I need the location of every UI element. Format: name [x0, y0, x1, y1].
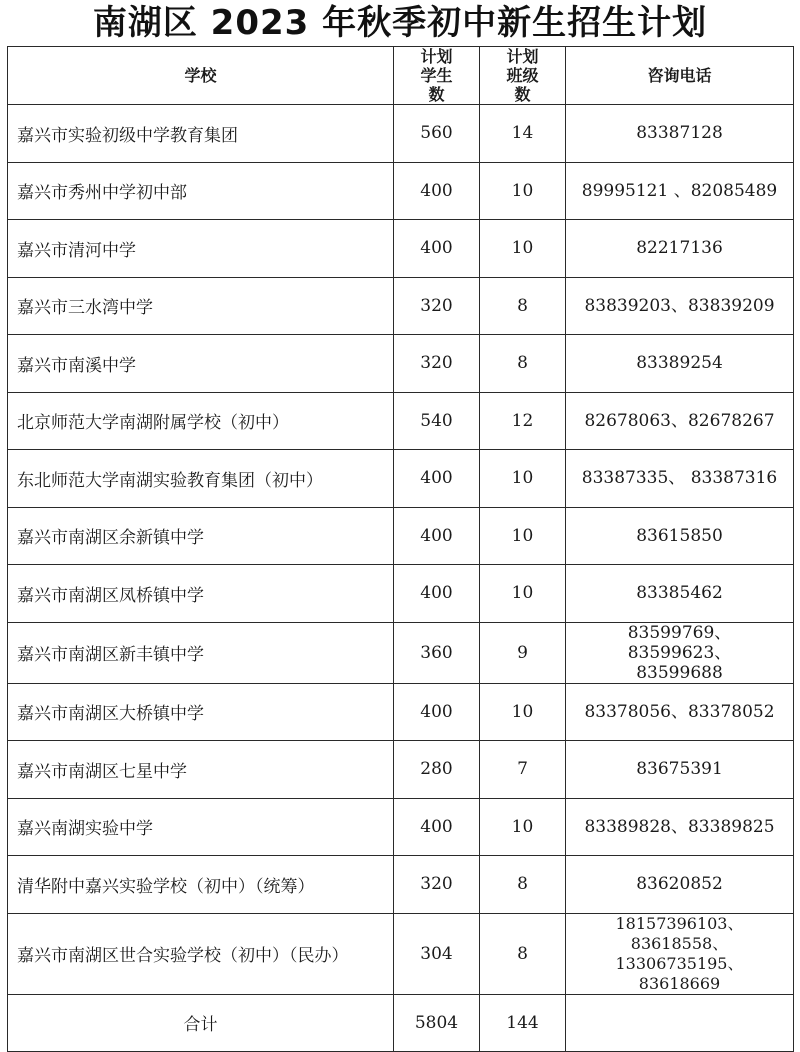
table-row [8, 741, 794, 799]
table-row [8, 450, 794, 508]
planned-classes-cell: 8 [480, 335, 566, 393]
planned-classes-cell: 8 [480, 913, 566, 994]
planned-classes-cell: 7 [480, 741, 566, 799]
planned-students-cell: 540 [394, 392, 480, 450]
phone-text: 83620852 [636, 874, 723, 895]
phone-text: 83387335、 83387316 [581, 468, 778, 489]
planned-students-cell: 400 [394, 683, 480, 741]
table-row [8, 798, 794, 856]
school-name-cell: 嘉兴市南湖区大桥镇中学 [8, 683, 394, 741]
planned-classes-cell: 10 [480, 220, 566, 278]
table-row [8, 622, 794, 683]
table-header-row [8, 47, 794, 105]
school-name-cell: 嘉兴市实验初级中学教育集团 [8, 105, 394, 163]
table-row [8, 335, 794, 393]
table-row [8, 392, 794, 450]
school-name-cell: 嘉兴市南湖区新丰镇中学 [8, 622, 394, 683]
phone-cell [566, 913, 794, 994]
phone-cell [566, 392, 794, 450]
table-body [8, 105, 794, 1052]
phone-text: 82678063、82678267 [584, 410, 775, 431]
table-row [8, 913, 794, 994]
total-phone-cell [566, 994, 794, 1052]
phone-cell [566, 565, 794, 623]
planned-classes-cell: 8 [480, 856, 566, 914]
table-row [8, 162, 794, 220]
table-row [8, 683, 794, 741]
phone-cell [566, 277, 794, 335]
school-name-cell: 东北师范大学南湖实验教育集团（初中） [8, 450, 394, 508]
table-row [8, 277, 794, 335]
page-title: 南湖区 2023 年秋季初中新生招生计划 [92, 3, 708, 43]
planned-students-cell: 400 [394, 450, 480, 508]
enrollment-plan-table [7, 46, 794, 1052]
school-name-cell: 清华附中嘉兴实验学校（初中）（统筹） [8, 856, 394, 914]
table-row [8, 565, 794, 623]
header-school: 学校 [8, 47, 394, 105]
planned-classes-cell: 10 [480, 683, 566, 741]
phone-cell [566, 450, 794, 508]
phone-text: 83389254 [636, 353, 723, 374]
school-name-cell: 嘉兴市南湖区世合实验学校（初中）（民办） [8, 913, 394, 994]
planned-students-cell: 304 [394, 913, 480, 994]
school-name-cell: 嘉兴市清河中学 [8, 220, 394, 278]
school-name-cell: 嘉兴南湖实验中学 [8, 798, 394, 856]
school-name-cell: 嘉兴市三水湾中学 [8, 277, 394, 335]
phone-text: 89995121 、82085489 [581, 180, 778, 201]
phone-text: 83615850 [636, 525, 723, 546]
school-name-cell: 嘉兴市南湖区凤桥镇中学 [8, 565, 394, 623]
phone-cell [566, 741, 794, 799]
planned-students-cell: 320 [394, 856, 480, 914]
header-phone: 咨询电话 [566, 47, 794, 105]
phone-cell [566, 622, 794, 683]
planned-students-cell: 400 [394, 220, 480, 278]
table-row [8, 507, 794, 565]
planned-classes-cell: 9 [480, 622, 566, 683]
total-students-cell: 5804 [394, 994, 480, 1052]
school-name-cell: 嘉兴市秀州中学初中部 [8, 162, 394, 220]
phone-text: 83389828、83389825 [584, 816, 775, 837]
table-row [8, 105, 794, 163]
school-name-cell: 嘉兴市南溪中学 [8, 335, 394, 393]
school-name-cell: 北京师范大学南湖附属学校（初中） [8, 392, 394, 450]
planned-students-cell: 320 [394, 277, 480, 335]
planned-classes-cell: 14 [480, 105, 566, 163]
planned-classes-cell: 10 [480, 450, 566, 508]
phone-cell [566, 856, 794, 914]
phone-text: 83839203、83839209 [584, 295, 775, 316]
phone-cell [566, 162, 794, 220]
planned-classes-cell: 10 [480, 162, 566, 220]
phone-cell [566, 798, 794, 856]
table-row [8, 220, 794, 278]
phone-cell [566, 335, 794, 393]
phone-cell [566, 507, 794, 565]
planned-students-cell: 400 [394, 507, 480, 565]
phone-cell [566, 220, 794, 278]
planned-students-cell: 400 [394, 565, 480, 623]
planned-students-cell: 360 [394, 622, 480, 683]
phone-text: 83675391 [636, 759, 723, 780]
header-planned-classes-text: 计划班级数 [506, 47, 539, 104]
school-name-cell: 嘉兴市南湖区余新镇中学 [8, 507, 394, 565]
planned-students-cell: 400 [394, 162, 480, 220]
planned-classes-cell: 10 [480, 798, 566, 856]
phone-text: 83599769、83599623、83599688 [627, 622, 732, 683]
phone-text: 82217136 [636, 238, 723, 259]
header-planned-students [394, 47, 480, 105]
total-classes-cell: 144 [480, 994, 566, 1052]
planned-students-cell: 560 [394, 105, 480, 163]
phone-cell [566, 105, 794, 163]
planned-students-cell: 400 [394, 798, 480, 856]
phone-text: 18157396103、83618558、13306735195、83618669 [615, 913, 744, 993]
phone-text: 83385462 [636, 583, 723, 604]
table-row [8, 856, 794, 914]
header-planned-classes [480, 47, 566, 105]
total-label-cell: 合计 [8, 994, 394, 1052]
phone-text: 83387128 [636, 123, 723, 144]
planned-students-cell: 280 [394, 741, 480, 799]
school-name-cell: 嘉兴市南湖区七星中学 [8, 741, 394, 799]
total-row [8, 994, 794, 1052]
phone-text: 83378056、83378052 [584, 701, 775, 722]
planned-classes-cell: 8 [480, 277, 566, 335]
planned-classes-cell: 12 [480, 392, 566, 450]
phone-cell [566, 683, 794, 741]
planned-students-cell: 320 [394, 335, 480, 393]
planned-classes-cell: 10 [480, 565, 566, 623]
planned-classes-cell: 10 [480, 507, 566, 565]
header-planned-students-text: 计划学生数 [420, 47, 453, 104]
